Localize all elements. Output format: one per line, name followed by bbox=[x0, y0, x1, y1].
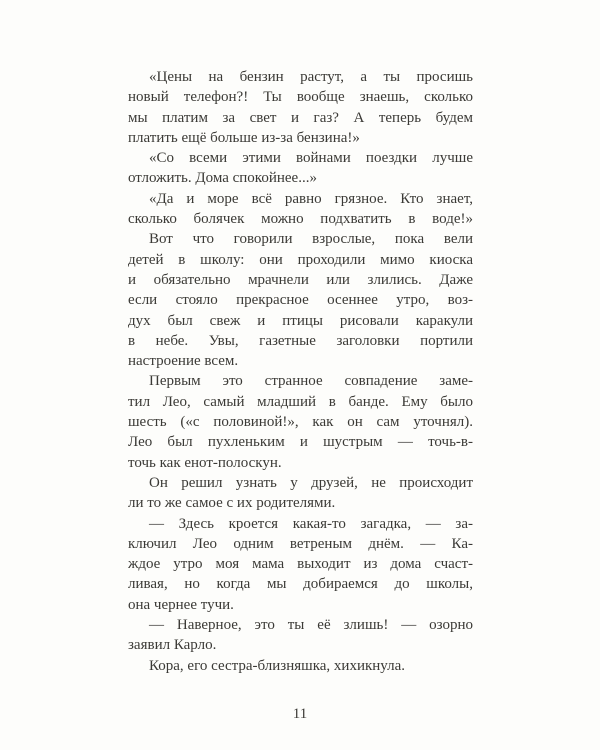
text-line: сколько болячек можно подхватить в воде!» bbox=[128, 211, 473, 228]
text-line: «Со всеми этими войнами поездки лучше bbox=[149, 150, 473, 167]
text-line: настроение всем. bbox=[128, 353, 239, 370]
text-line: детей в школу: они проходили мимо киоска bbox=[128, 251, 473, 268]
text-line: ли то же самое с их родителями. bbox=[128, 495, 336, 512]
text-line: шесть («с половиной!», как он сам уточнял). bbox=[128, 414, 473, 431]
text-line: — Наверное, это ты её злишь! — озорно bbox=[149, 617, 473, 634]
text-line: и обязательно мрачнели или злились. Даже bbox=[128, 271, 473, 288]
page-body-text bbox=[128, 67, 473, 676]
text-line: если стояло прекрасное осеннее утро, воз- bbox=[128, 292, 473, 309]
text-line: заявил Карло. bbox=[128, 637, 217, 654]
text-line: новый телефон?! Ты вообще знаешь, сколько bbox=[128, 89, 473, 106]
text-line: ключил Лео одним ветреным днём. — Ка- bbox=[128, 535, 473, 552]
text-line: дух был свеж и птицы рисовали каракули bbox=[128, 312, 473, 329]
text-line: в небе. Увы, газетные заголовки портили bbox=[128, 332, 473, 349]
page-number: 11 bbox=[292, 706, 308, 722]
text-line: «Цены на бензин растут, а ты просишь bbox=[149, 69, 473, 85]
text-line: тил Лео, самый младший в банде. Ему было bbox=[128, 393, 473, 410]
text-line: Кора, его сестра-близняшка, хихикнула. bbox=[149, 657, 406, 674]
text-line: ждое утро моя мама выходит из дома счаст- bbox=[128, 556, 473, 573]
text-line: «Да и море всё равно грязное. Кто знает, bbox=[149, 190, 473, 207]
text-line: она чернее тучи. bbox=[128, 596, 234, 613]
text-line: Вот что говорили взрослые, пока вели bbox=[149, 231, 473, 248]
text-line: отложить. Дома спокойнее...» bbox=[128, 170, 317, 187]
text-line: ливая, но когда мы добираемся до школы, bbox=[128, 576, 473, 593]
text-line: платить ещё больше из-за бензина!» bbox=[128, 129, 360, 146]
text-line: точь как енот-полоскун. bbox=[128, 454, 282, 471]
text-line: — Здесь кроется какая-то загадка, — за- bbox=[149, 515, 473, 532]
text-line: мы платим за свет и газ? А теперь будем bbox=[128, 109, 473, 126]
text-line: Первым это странное совпадение заме- bbox=[149, 373, 473, 390]
text-line: Он решил узнать у друзей, не происходит bbox=[149, 474, 473, 491]
text-line: Лео был пухленьким и шустрым — точь-в- bbox=[128, 434, 473, 451]
